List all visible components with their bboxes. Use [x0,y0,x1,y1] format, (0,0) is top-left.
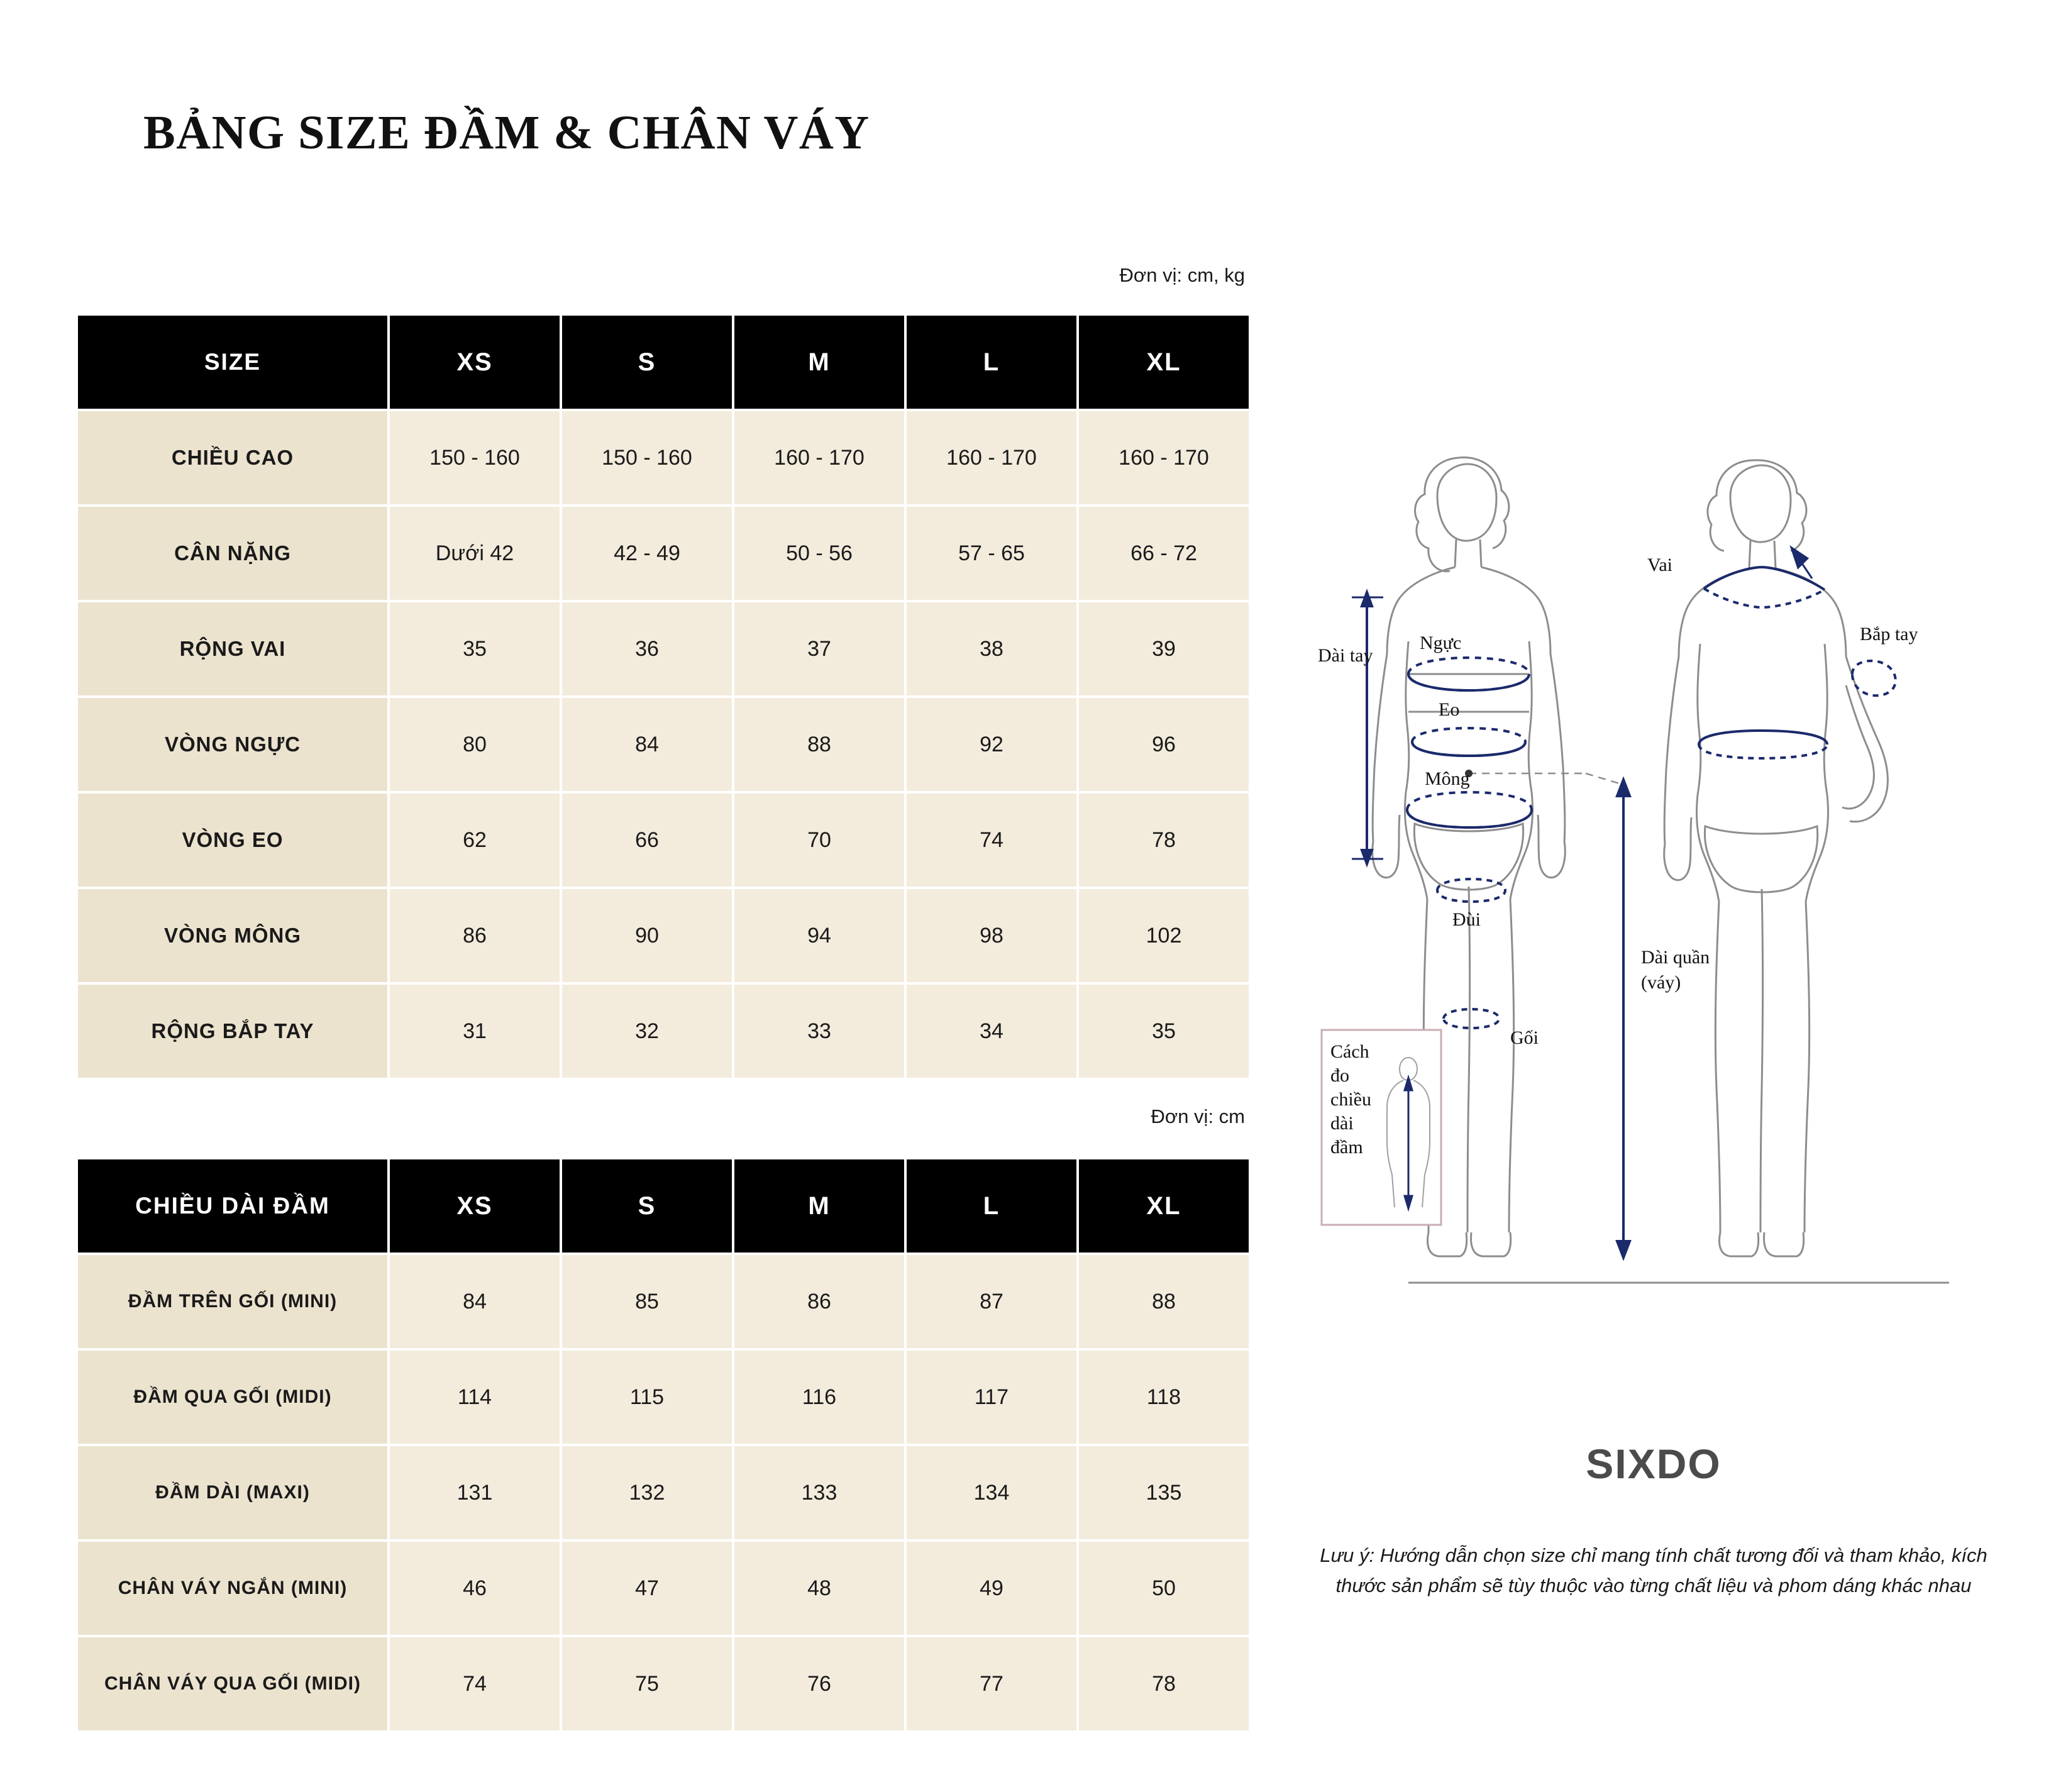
column-header-xs: XS [390,316,560,409]
cell-value: 70 [734,794,904,887]
cell-value: 84 [562,698,732,791]
cell-value: 33 [734,985,904,1078]
label-dai-quan-sub: (váy) [1641,972,1681,993]
label-vai: Vai [1647,555,1672,575]
cell-value: 50 - 56 [734,507,904,600]
row-label: CHÂN VÁY QUA GỐI (MIDI) [78,1637,387,1730]
cell-value: 102 [1079,889,1249,982]
cell-value: 46 [390,1542,560,1635]
cell-value: 88 [734,698,904,791]
cell-value: 134 [907,1446,1076,1539]
label-goi: Gối [1510,1027,1539,1048]
cell-value: 35 [390,602,560,695]
cell-value: 78 [1079,1637,1249,1730]
row-label: ĐẦM QUA GỐI (MIDI) [78,1351,387,1444]
cell-value: 87 [907,1255,1076,1348]
dress-length-table [75,1157,1251,1733]
row-label: CHÂN VÁY NGẮN (MINI) [78,1542,387,1635]
disclaimer-note: Lưu ý: Hướng dẫn chọn size chỉ mang tính chất tương đối và tham khảo, kích thước sản phẩm sẽ tùy thuộc vào từng chất liệu và phom dáng khác nhau [1320,1544,1987,1597]
cell-value: 116 [734,1351,904,1444]
column-header-xs: XS [390,1159,560,1253]
label-nguc: Ngực [1420,633,1462,653]
cell-value: 133 [734,1446,904,1539]
table-row [78,411,1249,504]
cell-value: 94 [734,889,904,982]
cell-value: 77 [907,1637,1076,1730]
cell-value: 98 [907,889,1076,982]
table-row [78,985,1249,1078]
table-header-row [78,1159,1249,1253]
column-header-s: S [562,1159,732,1253]
cell-value: 96 [1079,698,1249,791]
row-label: ĐẦM TRÊN GỐI (MINI) [78,1255,387,1348]
cell-value: 50 [1079,1542,1249,1635]
table-header-row [78,316,1249,409]
table-row [78,1255,1249,1348]
row-label: VÒNG MÔNG [78,889,387,982]
row-label: ĐẦM DÀI (MAXI) [78,1446,387,1539]
table-row [78,602,1249,695]
cell-value: 90 [562,889,732,982]
table-row [78,1446,1249,1539]
table-row [78,507,1249,600]
cell-value: 135 [1079,1446,1249,1539]
cell-value: 31 [390,985,560,1078]
cell-value: 42 - 49 [562,507,732,600]
table-row [78,794,1249,887]
cell-value: 47 [562,1542,732,1635]
cell-value: 66 - 72 [1079,507,1249,600]
cell-value: 118 [1079,1351,1249,1444]
cell-value: 160 - 170 [1079,411,1249,504]
body-measurement-table [75,313,1251,1080]
label-bap-tay: Bắp tay [1860,624,1918,644]
cell-value: 74 [390,1637,560,1730]
column-header-xl: XL [1079,1159,1249,1253]
unit-label-body: Đơn vị: cm, kg [1119,264,1245,286]
cell-value: 115 [562,1351,732,1444]
cell-value: 84 [390,1255,560,1348]
label-cach-do-3: chiều [1330,1089,1371,1110]
row-label: CÂN NẶNG [78,507,387,600]
table-row [78,1351,1249,1444]
brand-part-1: SIX [1586,1441,1657,1487]
brand-part-2: DO [1656,1441,1722,1487]
label-dai-quan: Dài quần [1641,947,1710,968]
cell-value: 49 [907,1542,1076,1635]
table-row [78,1637,1249,1730]
cell-value: 34 [907,985,1076,1078]
label-mong: Mông [1425,768,1470,789]
cell-value: 35 [1079,985,1249,1078]
label-cach-do-4: dài [1330,1113,1354,1134]
cell-value: 57 - 65 [907,507,1076,600]
cell-value: 32 [562,985,732,1078]
cell-value: 48 [734,1542,904,1635]
cell-value: 117 [907,1351,1076,1444]
cell-value: Dưới 42 [390,507,560,600]
table-row [78,1542,1249,1635]
table-row [78,889,1249,982]
cell-value: 36 [562,602,732,695]
column-header-m: M [734,316,904,409]
column-header-m: M [734,1159,904,1253]
cell-value: 131 [390,1446,560,1539]
label-cach-do-5: đầm [1330,1137,1363,1158]
row-label: VÒNG EO [78,794,387,887]
table-row [78,698,1249,791]
cell-value: 150 - 160 [390,411,560,504]
label-cach-do-1: Cách [1330,1041,1369,1062]
cell-value: 74 [907,794,1076,887]
label-cach-do-2: đo [1330,1065,1349,1086]
page-title: BẢNG SIZE ĐẦM & CHÂN VÁY [143,106,870,159]
label-eo: Eo [1439,699,1460,720]
cell-value: 62 [390,794,560,887]
cell-value: 88 [1079,1255,1249,1348]
unit-label-length: Đơn vị: cm [1151,1105,1245,1127]
cell-value: 80 [390,698,560,791]
row-label: VÒNG NGỰC [78,698,387,791]
brand-logo [1503,1440,1805,1488]
row-label: CHIỀU CAO [78,411,387,504]
cell-value: 39 [1079,602,1249,695]
cell-value: 66 [562,794,732,887]
cell-value: 78 [1079,794,1249,887]
cell-value: 75 [562,1637,732,1730]
cell-value: 38 [907,602,1076,695]
label-dui: Đùi [1452,909,1481,930]
column-header-s: S [562,316,732,409]
cell-value: 160 - 170 [907,411,1076,504]
row-label: RỘNG VAI [78,602,387,695]
label-dai-tay: Dài tay [1318,645,1373,666]
column-header-size: SIZE [78,316,387,409]
cell-value: 132 [562,1446,732,1539]
column-header-length: CHIỀU DÀI ĐẦM [78,1159,387,1253]
cell-value: 86 [390,889,560,982]
column-header-l: L [907,316,1076,409]
column-header-xl: XL [1079,316,1249,409]
measurement-illustration [1314,390,1993,1383]
cell-value: 114 [390,1351,560,1444]
column-header-l: L [907,1159,1076,1253]
cell-value: 86 [734,1255,904,1348]
cell-value: 37 [734,602,904,695]
row-label: RỘNG BẮP TAY [78,985,387,1078]
cell-value: 76 [734,1637,904,1730]
cell-value: 92 [907,698,1076,791]
cell-value: 150 - 160 [562,411,732,504]
cell-value: 160 - 170 [734,411,904,504]
cell-value: 85 [562,1255,732,1348]
